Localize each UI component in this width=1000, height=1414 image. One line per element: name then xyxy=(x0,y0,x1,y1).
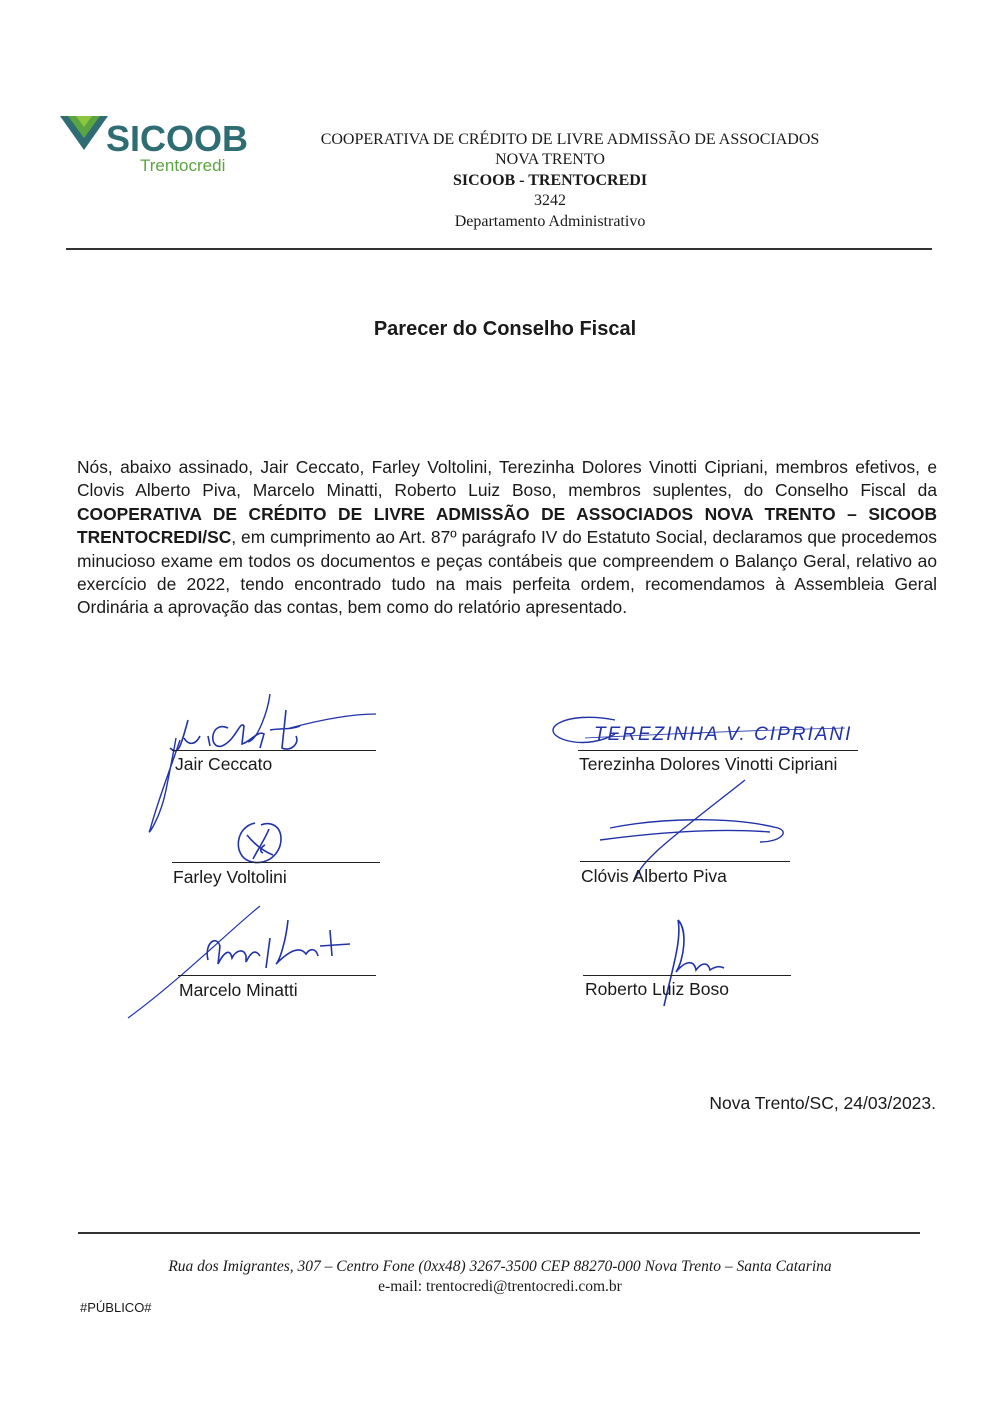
jair-signature-line xyxy=(172,750,376,751)
jair-name: Jair Ceccato xyxy=(175,754,273,774)
body-text-part1: Nós, abaixo assinado, Jair Ceccato, Farley Voltolini, Terezinha Dolores Vinotti Cipriani, membros efetivos, e Clovis Alberto Piva, Marcelo Minatti, Roberto Luiz Boso, membros suplentes, do Conselho Fiscal da xyxy=(77,457,937,501)
document-date: Nova Trento/SC, 24/03/2023. xyxy=(709,1093,936,1113)
terezinha-signature-line xyxy=(578,750,858,751)
header-divider xyxy=(66,248,932,250)
body-paragraph xyxy=(77,456,937,620)
logo-wordmark: SICOOB xyxy=(106,118,249,159)
body-text-part2: , em cumprimento ao Art. 87º parágrafo IV do Estatuto Social, declaramos que procedemos minucioso exame em todos os documentos e peças contábeis que compreendem o Balanço Geral, relativo ao exercício de 2022, tendo encontrado tudo na mais perfeita ordem, recomendamos à Assembleia Geral Ordinária a aprovação das contas, bem como do relatório apresentado. xyxy=(77,527,937,618)
farley-signature-line xyxy=(172,862,380,863)
marcelo-name: Marcelo Minatti xyxy=(179,980,298,1000)
clovis-signature-line xyxy=(580,861,790,862)
footer-address: Rua dos Imigrantes, 307 – Centro Fone (0xx48) 3267-3500 CEP 88270-000 Nova Trento – Santa Catarina xyxy=(168,1258,832,1275)
footer-email: e-mail: trentocredi@trentocredi.com.br xyxy=(378,1278,622,1295)
terezinha-handwritten-signature: TEREZINHA V. CIPRIANI xyxy=(594,724,853,745)
farley-name: Farley Voltolini xyxy=(173,867,287,887)
page-title: Parecer do Conselho Fiscal xyxy=(373,318,637,340)
marcelo-signature-line xyxy=(178,975,376,976)
header-code: 3242 xyxy=(534,192,566,209)
footer-divider xyxy=(78,1232,920,1234)
sicoob-logo-mark-icon xyxy=(60,116,108,152)
header-city: NOVA TRENTO xyxy=(495,151,605,168)
terezinha-name: Terezinha Dolores Vinotti Cipriani xyxy=(579,754,838,774)
sicoob-logo xyxy=(60,112,249,184)
logo-subtitle: Trentocredi xyxy=(140,156,226,175)
roberto-name: Roberto Luiz Boso xyxy=(585,979,729,999)
clovis-name: Clóvis Alberto Piva xyxy=(581,866,727,886)
header-department: Departamento Administrativo xyxy=(454,213,646,230)
classification-tag: #PÚBLICO# xyxy=(80,1300,152,1315)
header-cooperative-name: COOPERATIVA DE CRÉDITO DE LIVRE ADMISSÃO DE ASSOCIADOS xyxy=(320,131,820,148)
header-short-name: SICOOB - TRENTOCREDI xyxy=(452,172,648,189)
body-text-cooperative-bold: COOPERATIVA DE CRÉDITO DE LIVRE ADMISSÃO DE ASSOCIADOS NOVA TRENTO – SICOOB TRENTOCREDI/SC xyxy=(77,503,937,548)
roberto-signature-line xyxy=(583,975,791,976)
marcelo-signature-icon xyxy=(120,900,370,1030)
